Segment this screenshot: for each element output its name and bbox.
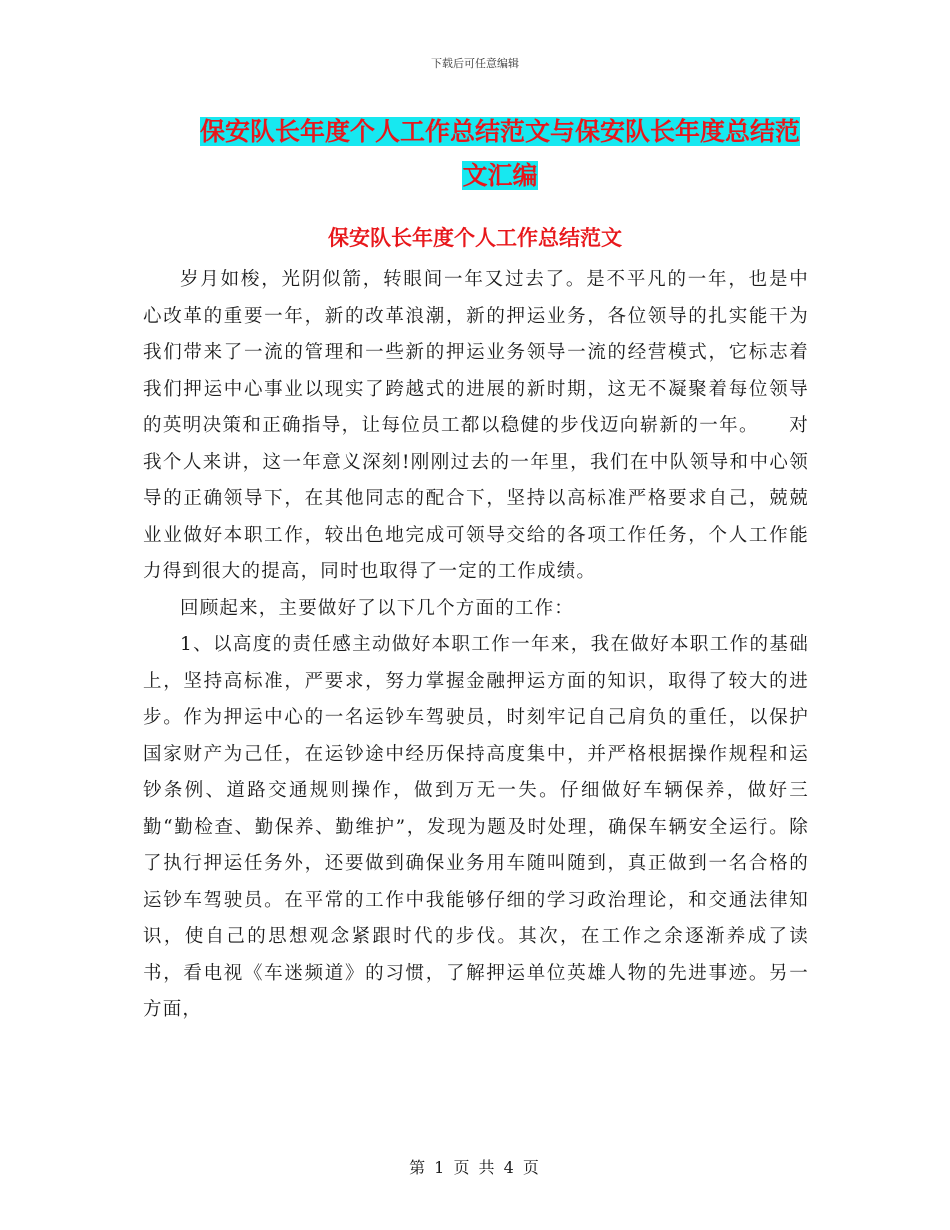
paragraph: 1、以高度的责任感主动做好本职工作一年来，我在做好本职工作的基础上，坚持高标准，严要求，努力掌握金融押运方面的知识，取得了较大的进步。作为押运中心的一名运钞车驾驶员，时刻牢记自己肩负的重任，以保护国家财产为己任，在运钞途中经历保持高度集中，并严格根据操作规程和运钞条例、道路交通规则操作，做到万无一失。仔细做好车辆保养，做好三勤“勤检查、勤保养、勤维护”，发现为题及时处理，确保车辆安全运行。除了执行押运任务外，还要做到确保业务用车随叫随到，真正做到一名合格的运钞车驾驶员。在平常的工作中我能够仔细的学习政治理论，和交通法律知识，使自己的思想观念紧跟时代的步伐。其次，在工作之余逐渐养成了读书，看电视《车迷频道》的习惯，了解押运单位英雄人物的先进事迹。另一方面， (143, 634, 809, 1020)
section-title: 保安队长年度个人工作总结范文 (328, 226, 622, 250)
document-body (143, 262, 809, 1029)
page-indicator: 第 1 页 共 4 页 (409, 1158, 541, 1177)
paragraph: 回顾起来，主要做好了以下几个方面的工作： (180, 597, 575, 619)
document-title-text: 保安队长年度个人工作总结范文与保安队长年度总结范文汇编 (199, 117, 800, 190)
header-note: 下载后可任意编辑 (431, 57, 519, 70)
document-title (190, 110, 810, 198)
paragraph: 岁月如梭，光阴似箭，转眼间一年又过去了。是不平凡的一年，也是中心改革的重要一年，新的改革浪潮，新的押运业务，各位领导的扎实能干为我们带来了一流的管理和一些新的押运业务领导一流的经营模式，它标志着我们押运中心事业以现实了跨越式的进展的新时期，这无不凝聚着每位领导的英明决策和正确指导，让每位员工都以稳健的步伐迈向崭新的一年。 对我个人来讲，这一年意义深刻!刚刚过去的一年里，我们在中队领导和中心领导的正确领导下，在其他同志的配合下，坚持以高标准严格要求自己，兢兢业业做好本职工作，较出色地完成可领导交给的各项工作任务，个人工作能力得到很大的提高，同时也取得了一定的工作成绩。 (143, 269, 809, 582)
